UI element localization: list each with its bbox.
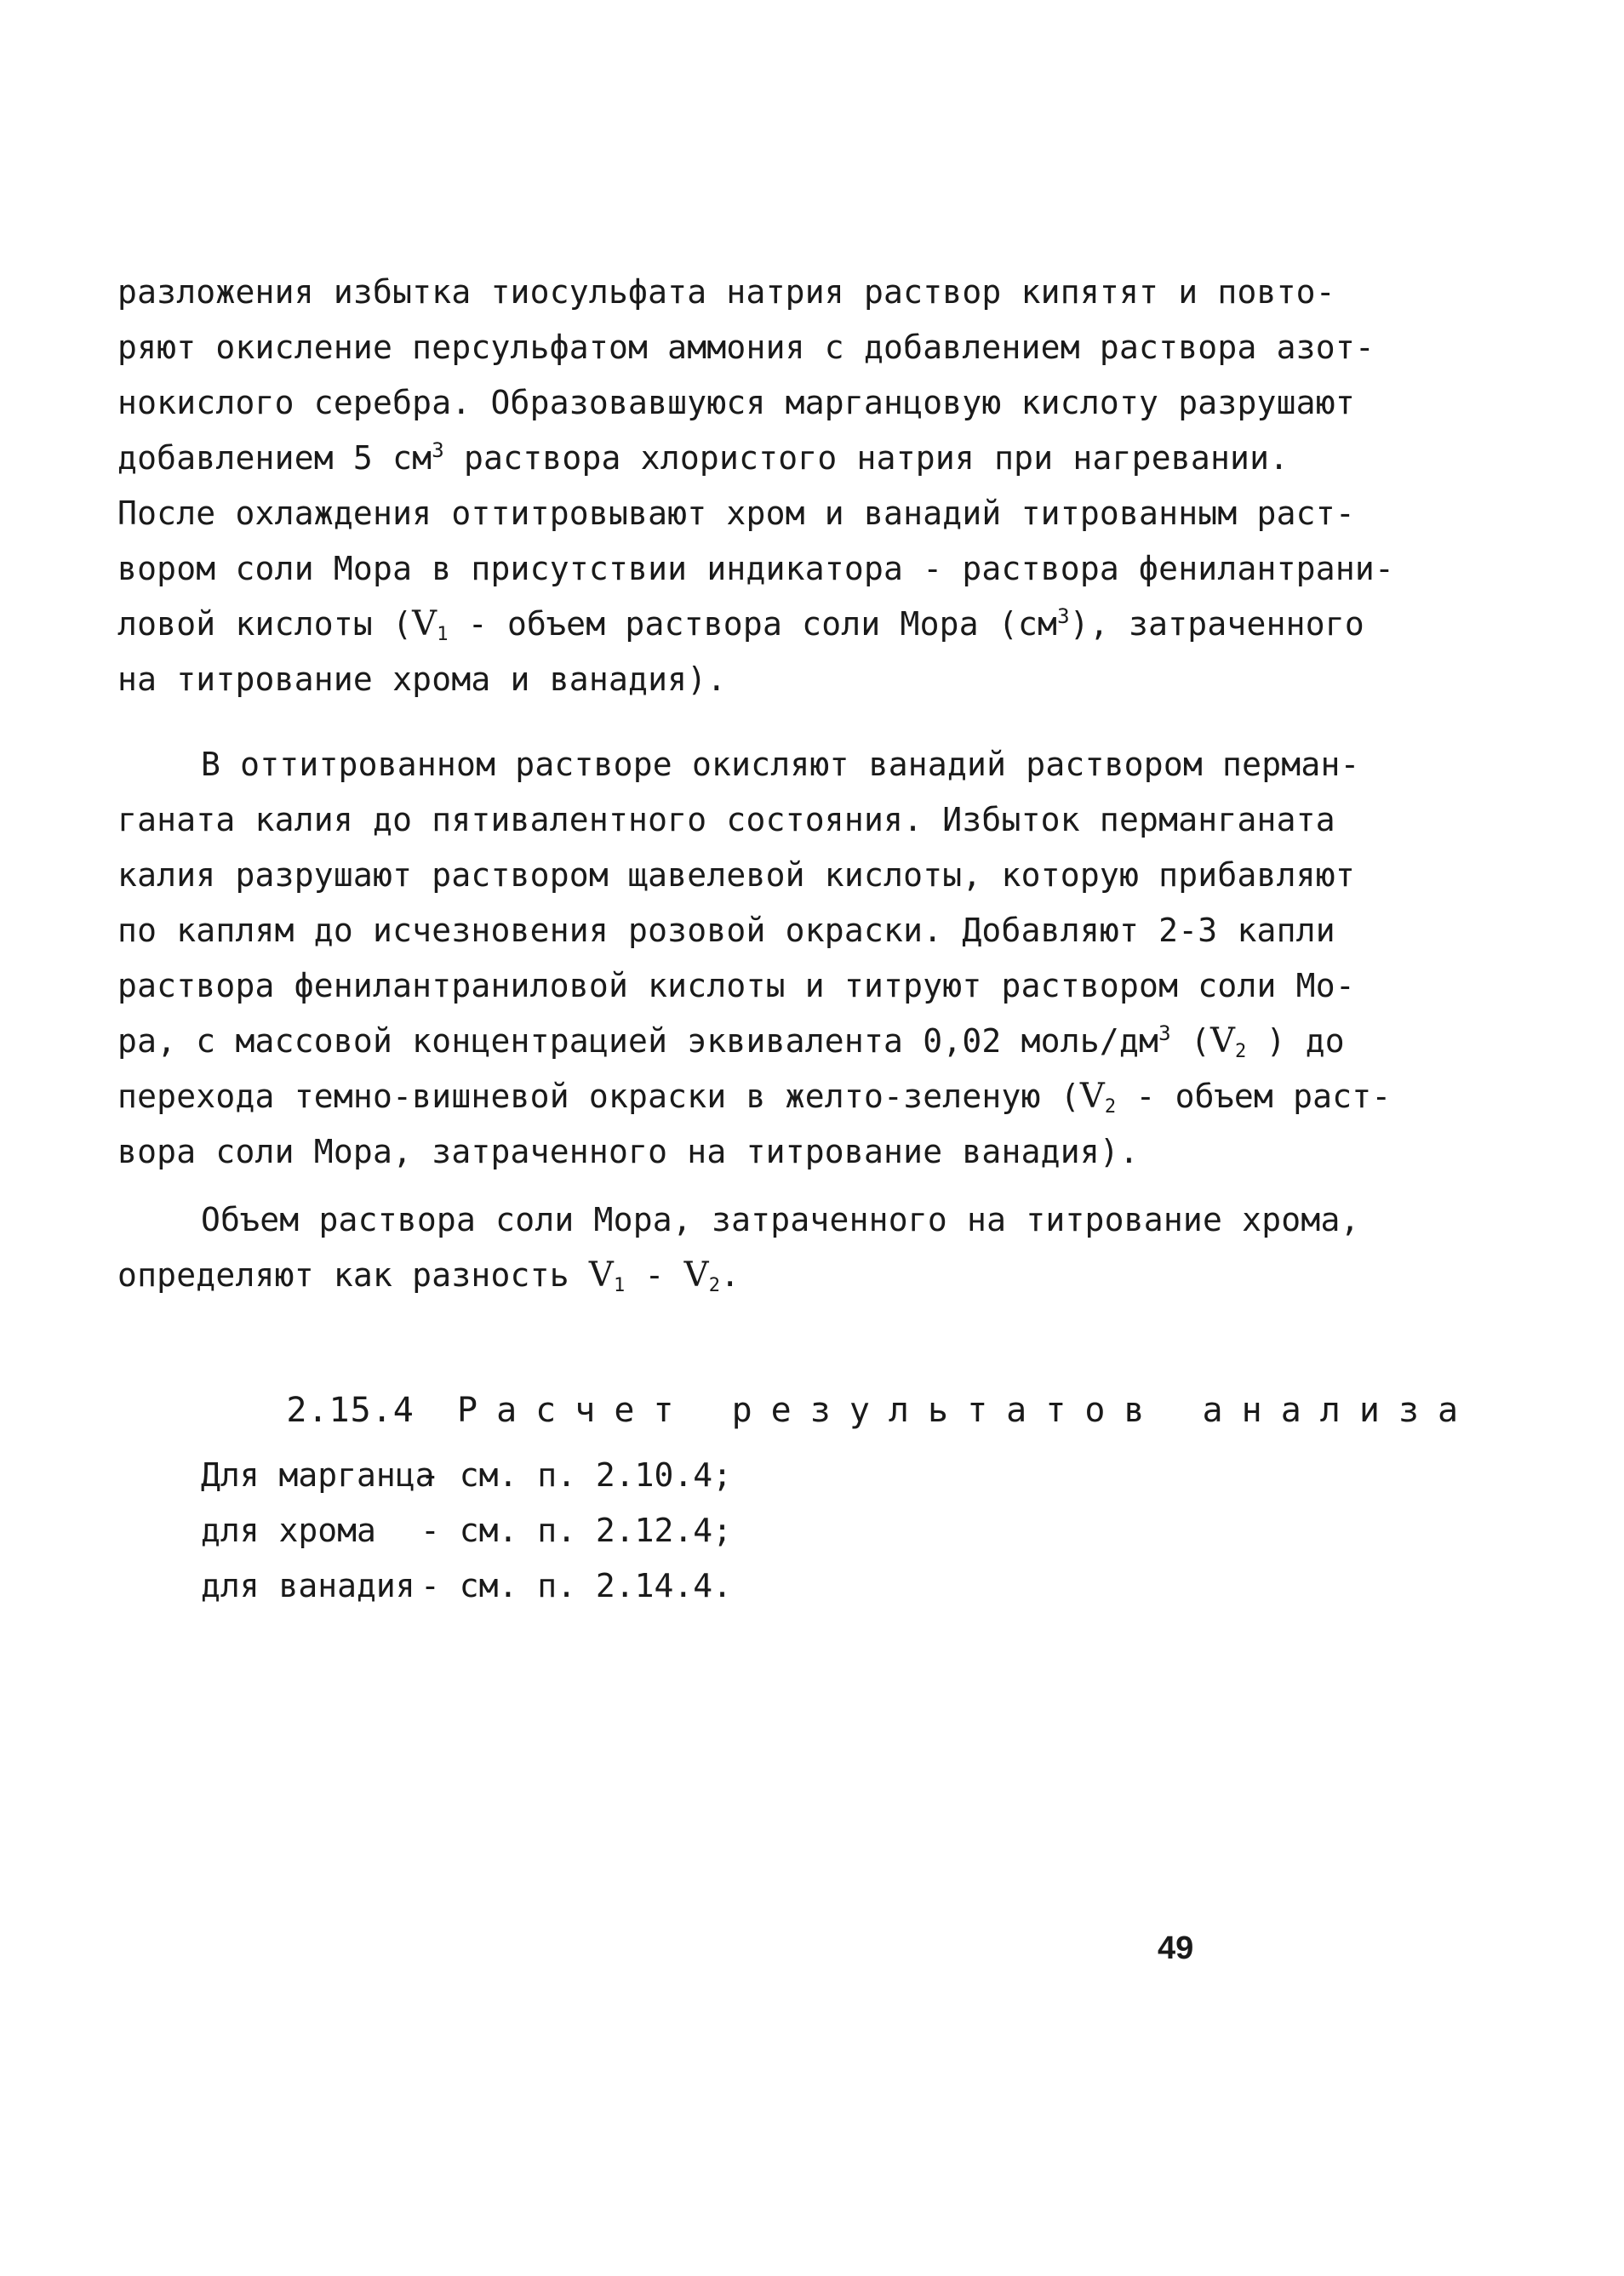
text-line: раствора фенилантраниловой кислоты и титруют раствором соли Мо- xyxy=(117,967,1355,1004)
text-line: перехода темно-вишневой окраски в желто-зеленую ($V_2$ - объем раст- xyxy=(117,1077,1392,1118)
text-line: вора соли Мора, затраченного на титрование ванадия). xyxy=(117,1133,1140,1170)
text-line: Объем раствора соли Мора, затраченного на титрование хрома, xyxy=(201,1201,1360,1238)
text-line: калия разрушают раствором щавелевой кислоты, которую прибавляют xyxy=(117,856,1355,894)
volume-symbol: V xyxy=(1079,1077,1105,1116)
text-line: нокислого серебра. Образовавшуюся марганцовую кислоту разрушают xyxy=(117,384,1355,421)
section-title: Расчет результатов анализа xyxy=(457,1391,1478,1430)
text-line: ряют окисление персульфатом аммония с добавлением раствора азот- xyxy=(117,329,1375,366)
text-line: по каплям до исчезновения розовой окраски. Добавляют 2-3 капли xyxy=(117,912,1335,949)
text-line: После охлаждения оттитровывают хром и ванадий титрованным раст- xyxy=(117,495,1355,532)
text-line: ра, с массовой концентрацией эквивалента 0,02 моль/$дм^3$ ($V_2$ ) до xyxy=(117,1021,1345,1062)
volume-symbol: V xyxy=(683,1255,709,1295)
text-line: разложения избытка тиосульфата натрия раствор кипятят и повто- xyxy=(117,273,1335,311)
text-line: добавлением 5 $см^3$ раствора хлористого натрия при нагревании. xyxy=(117,438,1289,477)
reference-label: для хрома xyxy=(201,1512,376,1549)
volume-symbol: V xyxy=(412,604,437,643)
reference-value: - см. п. 2.12.4; xyxy=(420,1512,733,1549)
reference-value: - см. п. 2.14.4. xyxy=(420,1567,733,1604)
list-item xyxy=(201,1509,732,1564)
reference-label: Для марганца xyxy=(201,1456,435,1494)
reference-label: для ванадия xyxy=(201,1567,415,1604)
volume-symbol: V xyxy=(588,1255,614,1295)
text-line: ловой кислоты ($V_1$ - объем раствора соли Мора $(см^3)$, затраченного xyxy=(117,604,1364,645)
text-line: вором соли Мора в присутствии индикатора - раствора фенилантрани- xyxy=(117,550,1395,587)
list-item xyxy=(201,1564,732,1620)
section-number: 2.15.4 xyxy=(286,1391,415,1430)
text-line: определяют как разность $V_1 - V_2$. xyxy=(117,1255,741,1296)
text-line: В оттитрованном растворе окисляют ванадий раствором перман- xyxy=(201,746,1360,783)
text-line: на титрование хрома и ванадия). xyxy=(117,660,727,698)
reference-list xyxy=(201,1454,732,1620)
text-line: ганата калия до пятивалентного состояния. Избыток перманганата xyxy=(117,801,1335,838)
list-item xyxy=(201,1454,732,1509)
reference-value: - см. п. 2.10.4; xyxy=(420,1456,733,1494)
volume-symbol: V xyxy=(1209,1021,1236,1061)
page-number: 49 xyxy=(1158,1930,1194,1966)
